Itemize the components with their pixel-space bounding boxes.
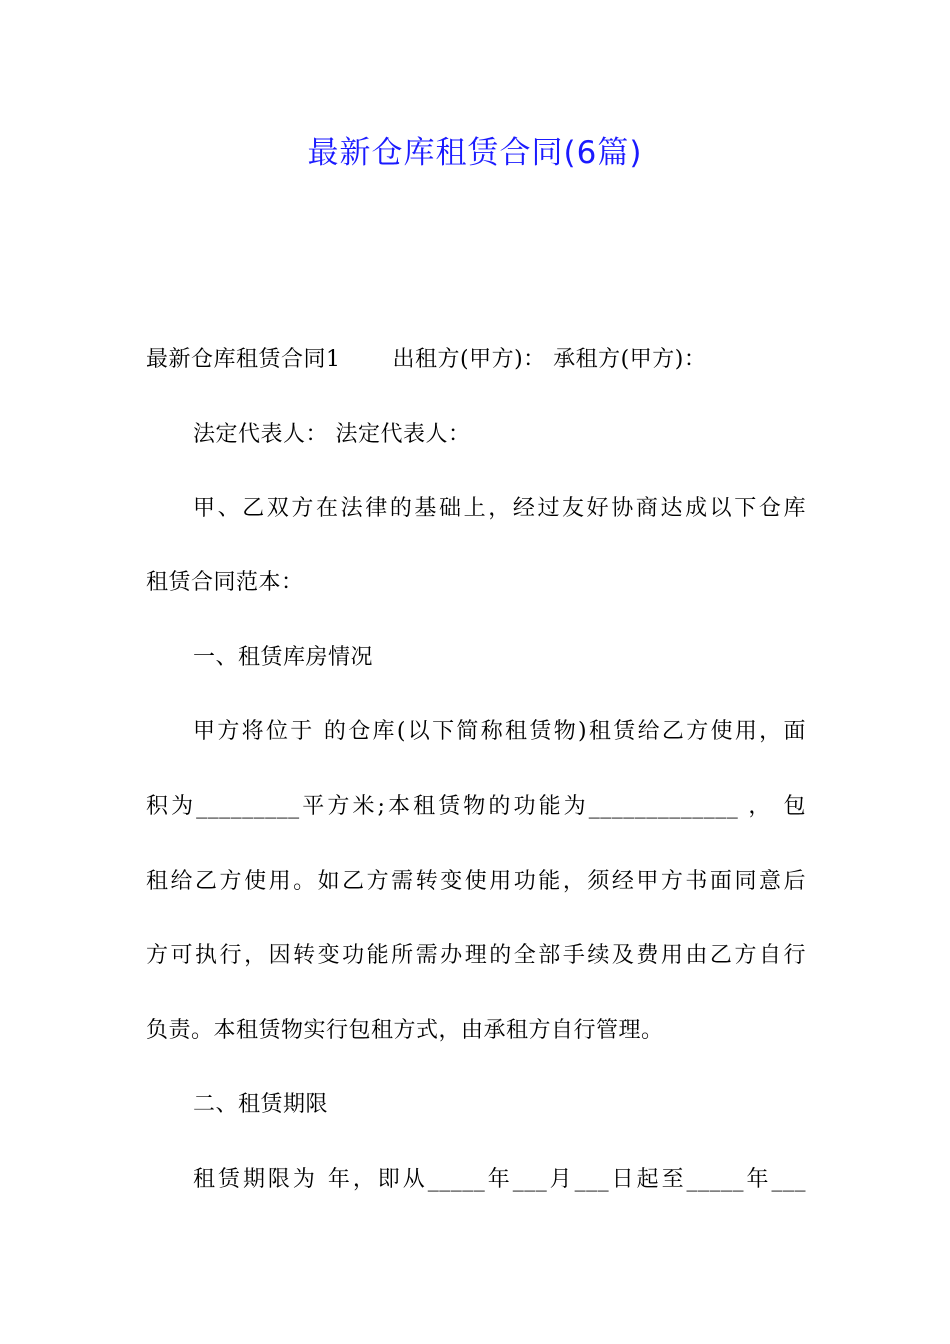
section-heading: 二、租赁期限 bbox=[193, 1092, 329, 1117]
legal-representative-line: 法定代表人： 法定代表人： bbox=[193, 422, 471, 447]
document-title: 最新仓库租赁合同(6篇) bbox=[307, 135, 643, 171]
paragraph-line: 租给乙方使用。如乙方需转变使用功能，须经甲方书面同意后 bbox=[146, 869, 806, 894]
paragraph-line: 租赁期限为 年，即从_____年___月___日起至_____年___ bbox=[193, 1167, 806, 1192]
paragraph-line: 租赁合同范本： bbox=[146, 570, 304, 595]
paragraph-line: 积为_________平方米;本租赁物的功能为_____________ ， 包 bbox=[146, 794, 806, 819]
paragraph-line: 方可执行，因转变功能所需办理的全部手续及费用由乙方自行 bbox=[146, 943, 806, 968]
paragraph-line: 甲、乙双方在法律的基础上，经过友好协商达成以下仓库 bbox=[193, 496, 806, 521]
paragraph-line: 甲方将位于 的仓库(以下简称租赁物)租赁给乙方使用，面 bbox=[193, 719, 806, 744]
parties-line: 出租方(甲方)： 承租方(甲方)： bbox=[392, 347, 707, 372]
paragraph-line: 负责。本租赁物实行包租方式，由承租方自行管理。 bbox=[146, 1018, 664, 1043]
section-heading: 一、租赁库房情况 bbox=[193, 645, 374, 670]
contract-heading-line bbox=[146, 340, 806, 380]
contract-number-heading: 最新仓库租赁合同1 bbox=[146, 347, 341, 372]
